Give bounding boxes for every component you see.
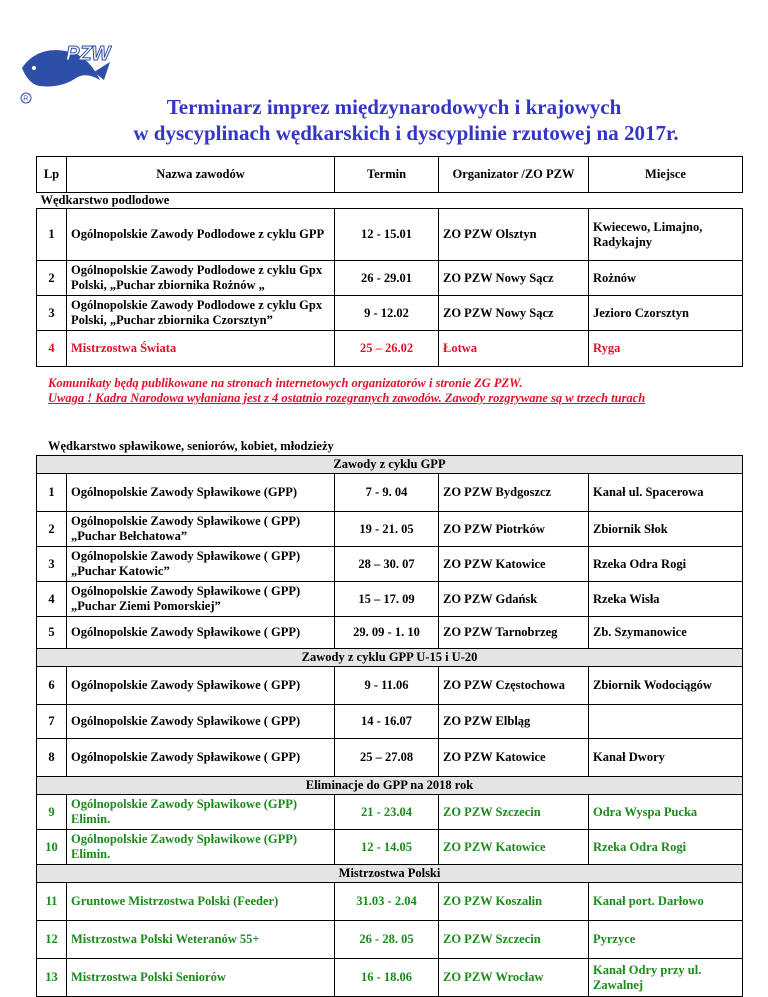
group-polish-championships-label: Mistrzostwa Polski — [37, 865, 743, 883]
cell-organizer: ZO PZW Katowice — [439, 547, 589, 582]
notice-publication: Komunikaty będą publikowane na stronach internetowych organizatorów i stronie ZG PZW. — [48, 376, 523, 390]
cell-lp: 2 — [37, 261, 67, 296]
cell-term: 19 - 21. 05 — [335, 512, 439, 547]
cell-lp: 2 — [37, 512, 67, 547]
table-row — [37, 296, 743, 331]
cell-place: Jezioro Czorsztyn — [589, 296, 743, 331]
cell-term: 7 - 9. 04 — [335, 474, 439, 512]
table-row — [37, 959, 743, 997]
cell-organizer: ZO PZW Olsztyn — [439, 209, 589, 261]
section2-rows — [37, 456, 743, 997]
table-row — [37, 739, 743, 777]
cell-name: Ogólnopolskie Zawody Spławikowe ( GPP) „Puchar Bełchatowa” — [67, 512, 335, 547]
notice-national-team: Uwaga ! Kadra Narodowa wyłaniana jest z 4 ostatnio rozegranych zawodów. Zawody rozgrywane są w trzech turach — [48, 391, 646, 405]
cell-place: Pyrzyce — [589, 921, 743, 959]
pzw-logo — [14, 28, 112, 104]
cell-term: 21 - 23.04 — [335, 795, 439, 830]
cell-term: 29. 09 - 1. 10 — [335, 617, 439, 649]
float-fishing-table — [36, 455, 743, 997]
cell-organizer: Łotwa — [439, 331, 589, 367]
cell-term: 16 - 18.06 — [335, 959, 439, 997]
header-lp: Lp — [37, 157, 67, 193]
cell-organizer: ZO PZW Koszalin — [439, 883, 589, 921]
group-gpp-u15-u20-label: Zawody z cyklu GPP U-15 i U-20 — [37, 649, 743, 667]
cell-term: 12 - 14.05 — [335, 830, 439, 865]
cell-name: Ogólnopolskie Zawody Podlodowe z cyklu Gpx Polski, „Puchar zbiornika Rożnów „ — [67, 261, 335, 296]
cell-organizer: ZO PZW Szczecin — [439, 795, 589, 830]
cell-organizer: ZO PZW Tarnobrzeg — [439, 617, 589, 649]
cell-term: 14 - 16.07 — [335, 705, 439, 739]
cell-name: Ogólnopolskie Zawody Spławikowe ( GPP) „Puchar Katowic” — [67, 547, 335, 582]
section1-label: Wędkarstwo podlodowe — [40, 193, 170, 207]
cell-name: Ogólnopolskie Zawody Podlodowe z cyklu GPP — [67, 209, 335, 261]
table-row — [37, 667, 743, 705]
cell-lp: 8 — [37, 739, 67, 777]
table-row — [37, 795, 743, 830]
cell-name: Mistrzostwa Polski Seniorów — [67, 959, 335, 997]
table-row — [37, 582, 743, 617]
cell-term: 9 - 12.02 — [335, 296, 439, 331]
cell-lp: 1 — [37, 474, 67, 512]
cell-organizer: ZO PZW Katowice — [439, 830, 589, 865]
cell-lp: 3 — [37, 547, 67, 582]
header-organizer: Organizator /ZO PZW — [439, 157, 589, 193]
cell-lp: 4 — [37, 331, 67, 367]
table-row — [37, 883, 743, 921]
cell-term: 9 - 11.06 — [335, 667, 439, 705]
cell-organizer: ZO PZW Nowy Sącz — [439, 296, 589, 331]
cell-lp: 3 — [37, 296, 67, 331]
cell-place: Kanał port. Darłowo — [589, 883, 743, 921]
cell-name: Ogólnopolskie Zawody Spławikowe ( GPP) — [67, 705, 335, 739]
cell-organizer: ZO PZW Bydgoszcz — [439, 474, 589, 512]
cell-place: Kanał Odry przy ul. Zawalnej — [589, 959, 743, 997]
header-term: Termin — [335, 157, 439, 193]
table-row — [37, 705, 743, 739]
cell-term: 26 - 29.01 — [335, 261, 439, 296]
table-row — [37, 261, 743, 296]
cell-organizer: ZO PZW Nowy Sącz — [439, 261, 589, 296]
group-polish-championships — [37, 865, 743, 883]
cell-place: Odra Wyspa Pucka — [589, 795, 743, 830]
cell-lp: 7 — [37, 705, 67, 739]
cell-organizer: ZO PZW Katowice — [439, 739, 589, 777]
cell-place: Kanał Dwory — [589, 739, 743, 777]
cell-term: 15 – 17. 09 — [335, 582, 439, 617]
table-row — [37, 921, 743, 959]
cell-term: 25 – 27.08 — [335, 739, 439, 777]
cell-name: Ogólnopolskie Zawody Spławikowe ( GPP) — [67, 617, 335, 649]
cell-place: Rożnów — [589, 261, 743, 296]
cell-name: Ogólnopolskie Zawody Spławikowe (GPP) Elimin. — [67, 830, 335, 865]
logo-text: PZW — [66, 43, 111, 65]
cell-lp: 6 — [37, 667, 67, 705]
cell-lp: 1 — [37, 209, 67, 261]
cell-name: Ogólnopolskie Zawody Spławikowe (GPP) — [67, 474, 335, 512]
group-gpp — [37, 456, 743, 474]
cell-place: Zb. Szymanowice — [589, 617, 743, 649]
section1-rows — [37, 209, 743, 367]
cell-name: Mistrzostwa Polski Weteranów 55+ — [67, 921, 335, 959]
cell-term: 26 - 28. 05 — [335, 921, 439, 959]
table-row — [37, 512, 743, 547]
group-eliminations — [37, 777, 743, 795]
table-row — [37, 331, 743, 367]
cell-term: 31.03 - 2.04 — [335, 883, 439, 921]
cell-place: Kanał ul. Spacerowa — [589, 474, 743, 512]
cell-lp: 5 — [37, 617, 67, 649]
title-line-1: Terminarz imprez międzynarodowych i krajowych — [166, 95, 622, 119]
cell-organizer: ZO PZW Szczecin — [439, 921, 589, 959]
section2-label: Wędkarstwo spławikowe, seniorów, kobiet, młodzieży — [48, 439, 334, 453]
cell-term: 25 – 26.02 — [335, 331, 439, 367]
header-place: Miejsce — [589, 157, 743, 193]
cell-place: Rzeka Odra Rogi — [589, 547, 743, 582]
cell-lp: 13 — [37, 959, 67, 997]
header-row — [37, 157, 743, 193]
group-gpp-u15-u20 — [37, 649, 743, 667]
cell-name: Ogólnopolskie Zawody Spławikowe ( GPP) „Puchar Ziemi Pomorskiej” — [67, 582, 335, 617]
table-row — [37, 209, 743, 261]
group-gpp-label: Zawody z cyklu GPP — [37, 456, 743, 474]
cell-name: Ogólnopolskie Zawody Spławikowe ( GPP) — [67, 667, 335, 705]
ice-fishing-table — [36, 156, 743, 367]
cell-place: Zbiornik Słok — [589, 512, 743, 547]
cell-place — [589, 705, 743, 739]
cell-place: Rzeka Wisła — [589, 582, 743, 617]
cell-organizer: ZO PZW Wrocław — [439, 959, 589, 997]
header-name: Nazwa zawodów — [67, 157, 335, 193]
cell-organizer: ZO PZW Elbląg — [439, 705, 589, 739]
cell-term: 28 – 30. 07 — [335, 547, 439, 582]
cell-name: Gruntowe Mistrzostwa Polski (Feeder) — [67, 883, 335, 921]
cell-place: Ryga — [589, 331, 743, 367]
cell-organizer: ZO PZW Gdańsk — [439, 582, 589, 617]
table-row — [37, 617, 743, 649]
cell-lp: 9 — [37, 795, 67, 830]
table-row — [37, 547, 743, 582]
table-row — [37, 474, 743, 512]
cell-organizer: ZO PZW Piotrków — [439, 512, 589, 547]
cell-lp: 12 — [37, 921, 67, 959]
title-line-2: w dyscyplinach wędkarskich i dyscyplinie rzutowej na 2017r. — [133, 121, 679, 145]
group-eliminations-label: Eliminacje do GPP na 2018 rok — [37, 777, 743, 795]
cell-name: Ogólnopolskie Zawody Spławikowe (GPP) Elimin. — [67, 795, 335, 830]
table-row — [37, 830, 743, 865]
cell-organizer: ZO PZW Częstochowa — [439, 667, 589, 705]
svg-text:R: R — [23, 95, 29, 103]
cell-lp: 10 — [37, 830, 67, 865]
cell-lp: 4 — [37, 582, 67, 617]
cell-name: Mistrzostwa Świata — [67, 331, 335, 367]
cell-place: Rzeka Odra Rogi — [589, 830, 743, 865]
cell-term: 12 - 15.01 — [335, 209, 439, 261]
cell-name: Ogólnopolskie Zawody Spławikowe ( GPP) — [67, 739, 335, 777]
cell-place: Zbiornik Wodociągów — [589, 667, 743, 705]
cell-place: Kwiecewo, Limajno, Radykajny — [589, 209, 743, 261]
cell-name: Ogólnopolskie Zawody Podlodowe z cyklu Gpx Polski, „Puchar zbiornika Czorsztyn” — [67, 296, 335, 331]
cell-lp: 11 — [37, 883, 67, 921]
